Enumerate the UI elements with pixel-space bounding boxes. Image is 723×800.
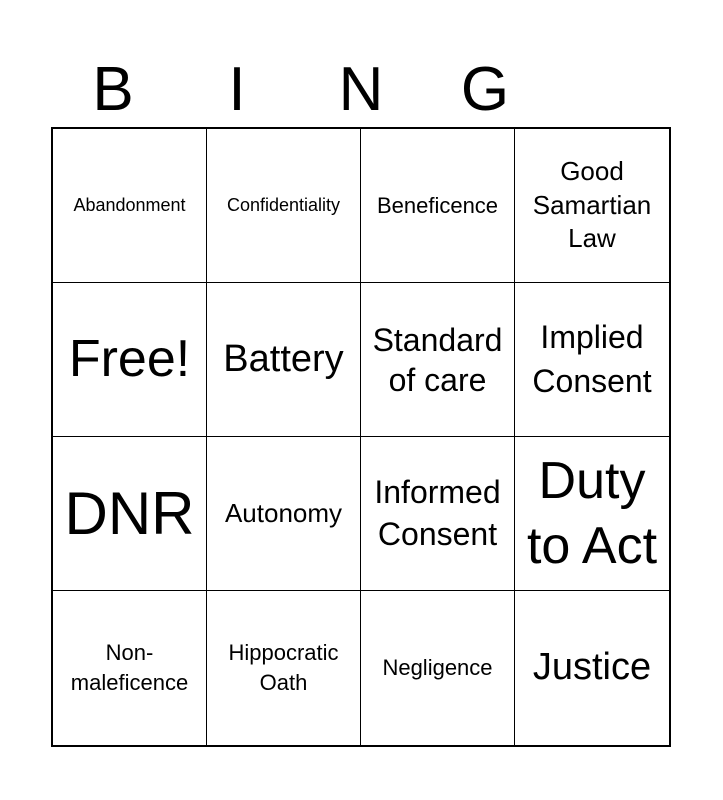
cell-label: Good Samartian Law	[532, 155, 652, 254]
cell-label: Beneficence	[376, 192, 499, 218]
bingo-cell[interactable]	[53, 591, 207, 745]
header-letter-n: N	[338, 55, 384, 124]
bingo-cell[interactable]	[53, 129, 207, 283]
bingo-header	[51, 52, 671, 128]
cell-label: Abandonment	[73, 195, 186, 216]
bingo-cell[interactable]	[207, 591, 361, 745]
cell-label: Confidentiality	[226, 195, 341, 216]
cell-label: Informed Consent	[374, 473, 501, 552]
free-cell[interactable]	[53, 283, 207, 437]
cell-label: Autonomy	[224, 497, 343, 528]
cell-label: Non-maleficence	[70, 640, 189, 695]
bingo-cell[interactable]	[515, 129, 669, 283]
cell-label: Free!	[68, 330, 191, 389]
bingo-cell[interactable]	[361, 437, 515, 591]
bingo-cell[interactable]	[515, 437, 669, 591]
bingo-cell[interactable]	[361, 129, 515, 283]
cell-label: Standard of care	[372, 321, 503, 398]
bingo-cell[interactable]	[207, 129, 361, 283]
bingo-cell[interactable]	[361, 591, 515, 745]
bingo-cell[interactable]	[53, 437, 207, 591]
cell-label: DNR	[64, 480, 195, 547]
header-letter-b: B	[92, 55, 134, 124]
cell-label: Duty to Act	[526, 451, 658, 575]
cell-label: Implied Consent	[532, 319, 652, 399]
header-letter-i: I	[228, 55, 246, 124]
header-letter-g: G	[460, 55, 510, 124]
bingo-cell[interactable]	[515, 591, 669, 745]
cell-label: Negligence	[382, 655, 493, 681]
bingo-grid	[51, 127, 671, 747]
bingo-cell[interactable]	[207, 437, 361, 591]
cell-label: Battery	[223, 337, 344, 380]
cell-label: Justice	[532, 646, 652, 689]
bingo-cell[interactable]	[361, 283, 515, 437]
cell-label: Hippocratic Oath	[228, 640, 339, 695]
bingo-cell[interactable]	[515, 283, 669, 437]
bingo-cell[interactable]	[207, 283, 361, 437]
